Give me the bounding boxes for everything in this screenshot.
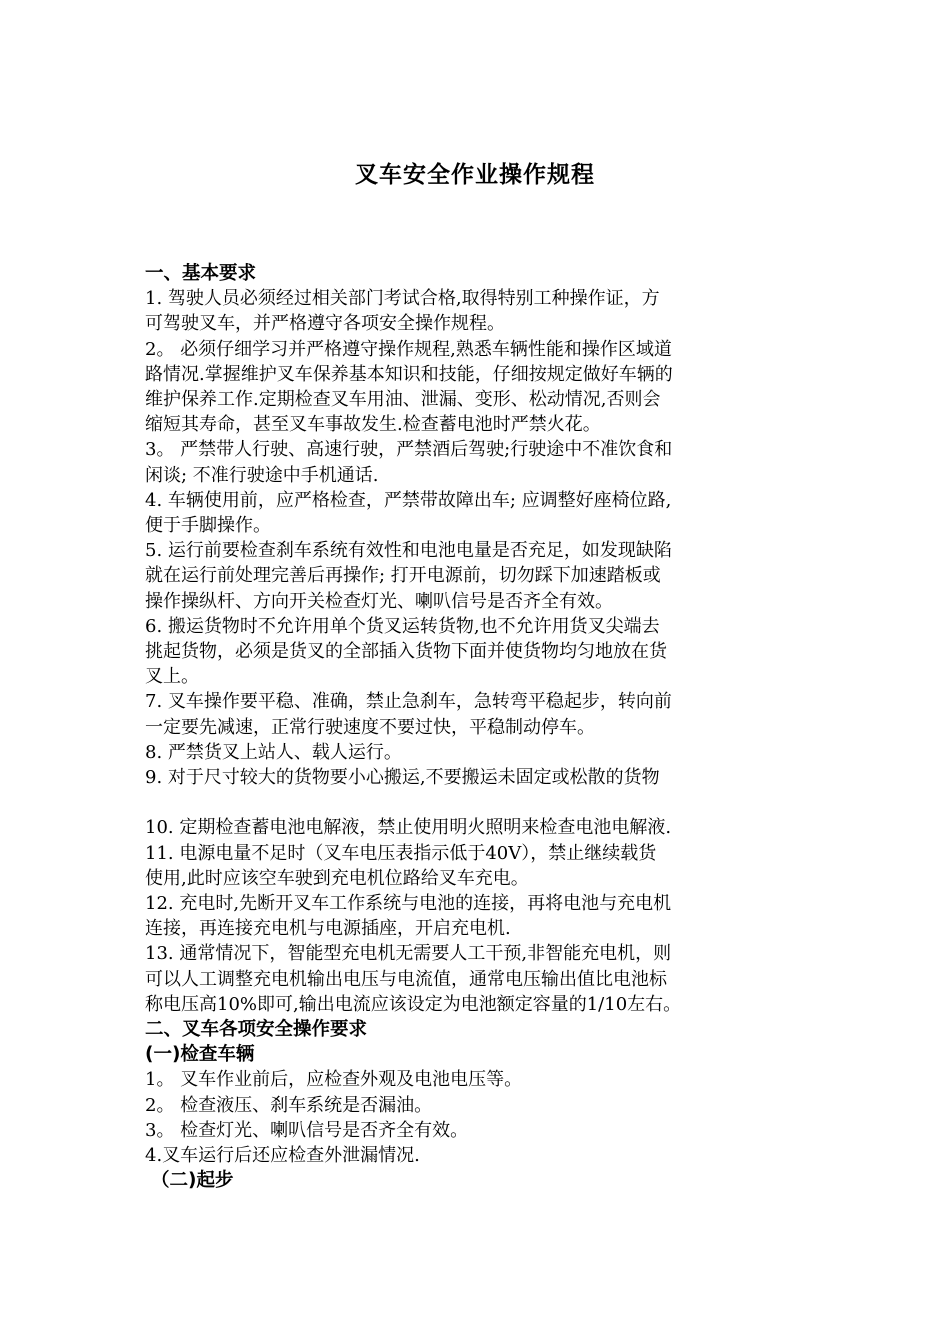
paragraph-line: 操作操纵杆、方向开关检查灯光、喇叭信号是否齐全有效。 — [145, 590, 613, 612]
blank-line — [145, 790, 815, 815]
paragraph-line: 4.叉车运行后还应检查外泄漏情况. — [145, 1145, 420, 1167]
paragraph-line: 3。 严禁带人行驶、高速行驶，严禁酒后驾驶;行驶途中不准饮食和 — [145, 439, 673, 461]
paragraph-line: 8. 严禁货叉上站人、载人运行。 — [145, 741, 402, 763]
section-heading: （二)起步 — [151, 1170, 234, 1192]
paragraph-line: 1。 叉车作业前后，应检查外观及电池电压等。 — [145, 1069, 523, 1091]
paragraph-line: 缩短其寿命，甚至叉车事故发生.检查蓄电池时严禁火花。 — [145, 414, 601, 436]
paragraph-line: 9. 对于尺寸较大的货物要小心搬运,不要搬运未固定或松散的货物 — [145, 767, 660, 789]
paragraph-line: 13. 通常情况下，智能型充电机无需要人工干预,非智能充电机，则 — [145, 943, 672, 965]
paragraph-line: 使用,此时应该空车驶到充电机位路给叉车充电。 — [145, 867, 529, 889]
paragraph-line: 3。 检查灯光、喇叭信号是否齐全有效。 — [145, 1119, 469, 1141]
paragraph-line: 6. 搬运货物时不允许用单个货叉运转货物,也不允许用货叉尖端去 — [145, 615, 660, 637]
paragraph-line: 5. 运行前要检查刹车系统有效性和电池电量是否充足，如发现缺陷 — [145, 540, 672, 562]
paragraph-line: 叉上。 — [145, 666, 199, 688]
paragraph-line: 路情况.掌握维护叉车保养基本知识和技能，仔细按规定做好车辆的 — [145, 363, 673, 385]
paragraph-line: 12. 充电时,先断开叉车工作系统与电池的连接，再将电池与充电机 — [145, 893, 672, 915]
paragraph-line: 2。 检查液压、刹车系统是否漏油。 — [145, 1094, 433, 1116]
paragraph-line: 闲谈; 不准行驶途中手机通话. — [145, 464, 379, 486]
paragraph-line: 11. 电源电量不足时（叉车电压表指示低于40V），禁止继续载货 — [145, 842, 657, 864]
paragraph-line: 可驾驶叉车，并严格遵守各项安全操作规程。 — [145, 313, 505, 335]
section-heading: 一、基本要求 — [145, 263, 257, 284]
paragraph-line: 连接，再连接充电机与电源插座，开启充电机. — [145, 918, 511, 940]
paragraph-line: 2。 必须仔细学习并严格遵守操作规程,熟悉车辆性能和操作区域道 — [145, 338, 672, 360]
paragraph-line: 一定要先减速，正常行驶速度不要过快，平稳制动停车。 — [145, 716, 595, 738]
document-title: 叉车安全作业操作规程 — [355, 162, 595, 188]
paragraph-line: 可以人工调整充电机输出电压与电流值，通常电压输出值比电池标 — [145, 968, 667, 990]
paragraph-line: 便于手脚操作。 — [145, 515, 271, 537]
paragraph-line: 就在运行前处理完善后再操作; 打开电源前，切勿踩下加速踏板或 — [145, 565, 661, 587]
paragraph-line: 10. 定期检查蓄电池电解液，禁止使用明火照明来检查电池电解液. — [145, 817, 672, 839]
paragraph-line: 挑起货物，必须是货叉的全部插入货物下面并使货物均匀地放在货 — [145, 641, 667, 663]
paragraph-line: 1. 驾驶人员必须经过相关部门考试合格,取得特别工种操作证，方 — [145, 288, 660, 310]
section-heading: (一)检查车辆 — [145, 1044, 255, 1066]
paragraph-line: 4. 车辆使用前，应严格检查，严禁带故障出车; 应调整好座椅位路, — [145, 489, 672, 511]
paragraph-line: 7. 叉车操作要平稳、准确，禁止急刹车，急转弯平稳起步，转向前 — [145, 691, 672, 713]
section-heading: 二、叉车各项安全操作要求 — [145, 1019, 368, 1041]
paragraph-line: 维护保养工作.定期检查叉车用油、泄漏、变形、松动情况,否则会 — [145, 389, 661, 411]
document-body — [145, 261, 815, 1194]
paragraph-line: 称电压高10%即可,输出电流应该设定为电池额定容量的1/10左右。 — [145, 993, 682, 1015]
